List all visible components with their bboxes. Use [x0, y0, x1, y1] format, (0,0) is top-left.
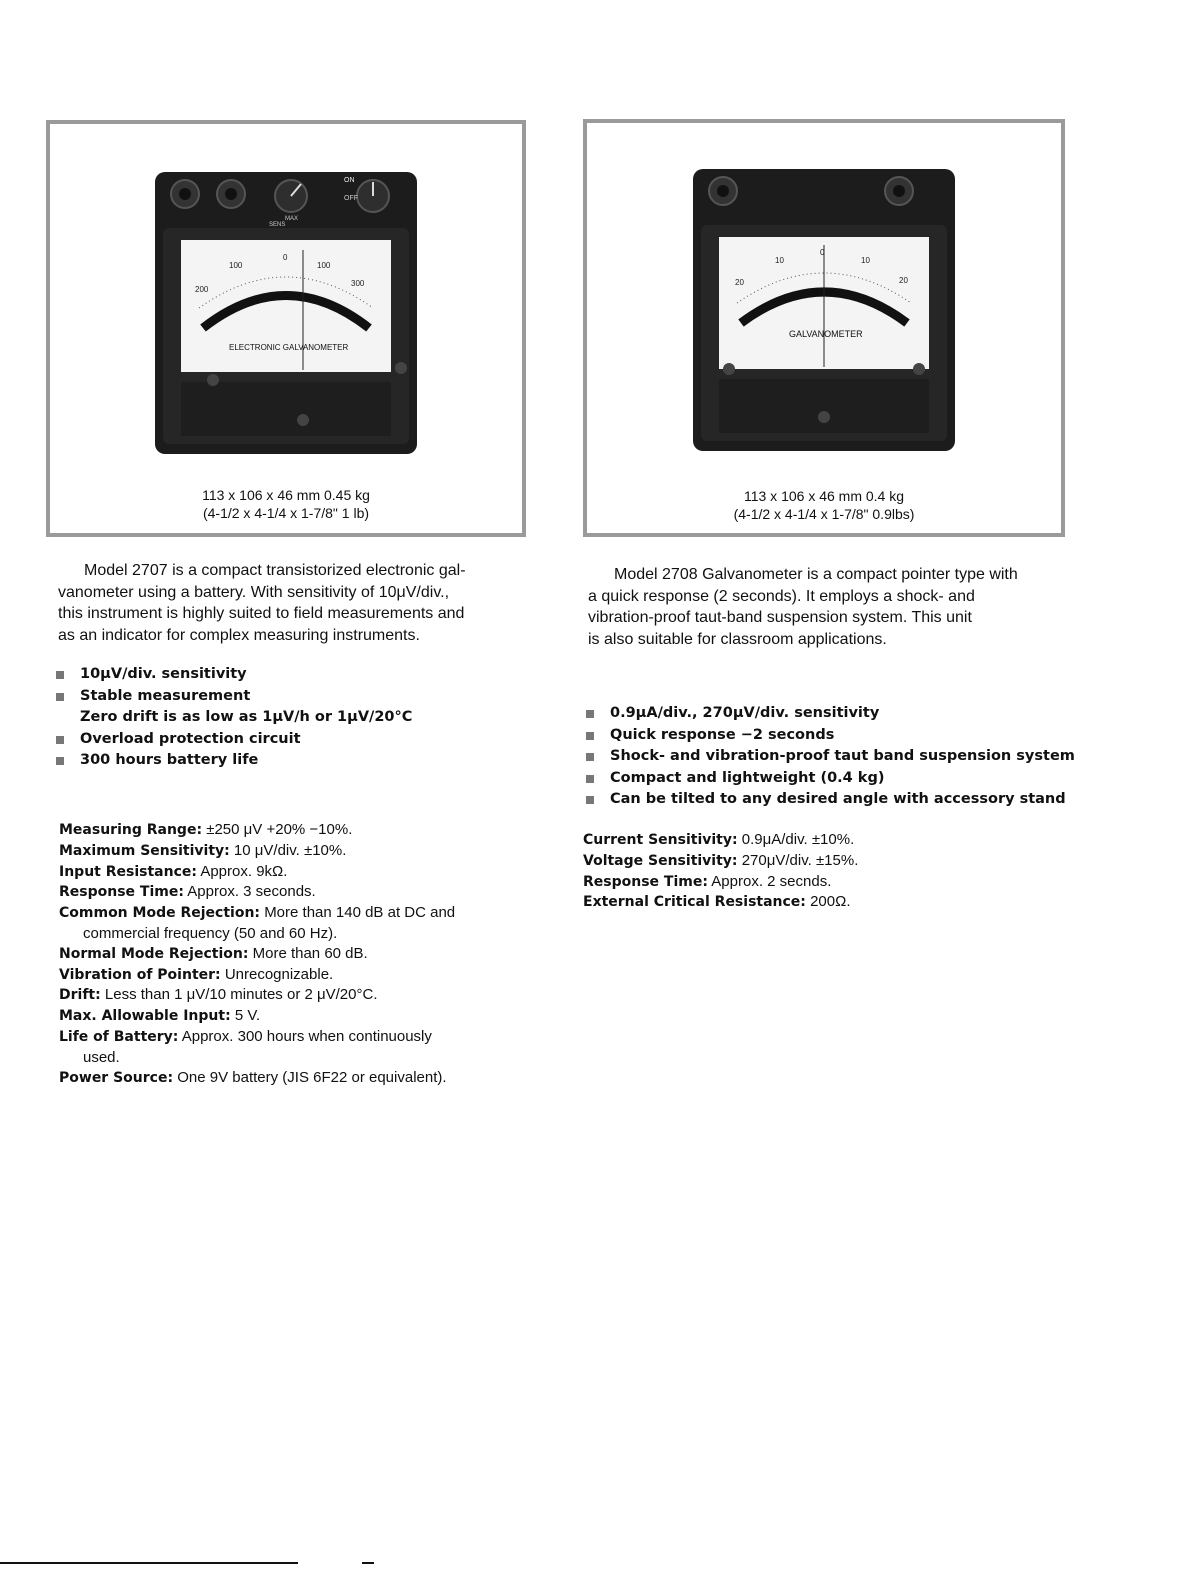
intro-line: a quick response (2 seconds). It employs a shock- and	[588, 587, 975, 605]
bullet-square-icon	[586, 710, 594, 718]
spec-row: Voltage Sensitivity: 270μV/div. ±15%.	[583, 851, 859, 869]
right-intro-paragraph	[588, 564, 1064, 650]
list-item: 10μV/div. sensitivity	[54, 664, 534, 686]
spec-row: Max. Allowable Input: 5 V.	[59, 1007, 261, 1025]
bullet-square-icon	[586, 732, 594, 740]
list-item: Zero drift is as low as 1μV/h or 1μV/20°C	[80, 709, 413, 725]
left-caption	[50, 486, 522, 522]
galvanometer-image	[689, 165, 959, 455]
bottom-divider-mark	[362, 1562, 374, 1564]
left-product-photo-frame	[46, 120, 526, 537]
bullet-square-icon	[56, 736, 64, 744]
on-label: ON	[344, 177, 355, 184]
spec-row: Common Mode Rejection: More than 140 dB at DC and commercial frequency (50 and 60 Hz).	[59, 904, 456, 942]
intro-line: vanometer using a battery. With sensitivity of 10μV/div.,	[58, 583, 450, 601]
scale-label: 0	[283, 253, 288, 262]
bullet-square-icon	[586, 775, 594, 783]
bullet-square-icon	[56, 671, 64, 679]
scale-label: 20	[735, 278, 744, 287]
bullet-square-icon	[56, 693, 64, 701]
right-caption-imperial: (4-1/2 x 4-1/4 x 1-7/8" 0.9lbs)	[733, 506, 915, 522]
right-caption-dimensions: 113 x 106 x 46 mm 0.4 kg	[743, 488, 905, 504]
spec-row: Measuring Range: ±250 μV +20% −10%.	[59, 821, 353, 838]
list-item: Overload protection circuit	[54, 729, 534, 751]
intro-line: this instrument is highly suited to field measurements and	[58, 605, 465, 622]
spec-row: Life of Battery: Approx. 300 hours when continuously used.	[59, 1027, 432, 1066]
list-item: Shock- and vibration-proof taut band suspension system	[584, 746, 1084, 768]
list-item: Stable measurement	[54, 686, 534, 708]
electronic-galvanometer-image	[151, 168, 421, 458]
off-label: OFF	[344, 195, 358, 202]
meter-label: ELECTRONIC GALVANOMETER	[229, 343, 349, 352]
list-item: Quick response −2 seconds	[584, 725, 1084, 747]
bottom-divider	[0, 1562, 298, 1564]
scale-label: 300	[351, 279, 365, 288]
spec-row: Vibration of Pointer: Unrecognizable.	[59, 965, 334, 983]
intro-line: is also suitable for classroom applications.	[588, 630, 887, 648]
right-feature-list	[584, 703, 1084, 811]
intro-line: Model 2708 Galvanometer is a compact pointer type with	[614, 566, 1018, 583]
left-caption-dimensions: 113 x 106 x 46 mm 0.45 kg	[202, 487, 370, 503]
intro-line: vibration-proof taut-band suspension system. This unit	[588, 609, 972, 626]
scale-label: 10	[775, 256, 784, 265]
scale-label: 200	[195, 285, 209, 294]
list-item: Compact and lightweight (0.4 kg)	[584, 768, 1084, 790]
spec-row: Power Source: One 9V battery (JIS 6F22 or equivalent).	[59, 1068, 447, 1086]
scale-label: 10	[861, 256, 870, 265]
scale-label: 20	[899, 276, 908, 285]
bullet-square-icon	[586, 753, 594, 761]
left-intro-paragraph	[58, 560, 532, 646]
left-specifications	[59, 820, 539, 1088]
bullet-square-icon	[586, 796, 594, 804]
scale-label: 100	[229, 261, 243, 270]
max-label: MAX	[285, 216, 299, 222]
spec-row: External Critical Resistance: 200Ω.	[583, 893, 851, 911]
scale-label: 100	[317, 261, 331, 270]
spec-row: Response Time: Approx. 3 seconds.	[59, 883, 316, 901]
intro-line: as an indicator for complex measuring instruments.	[58, 626, 420, 644]
right-product-photo-frame	[583, 119, 1065, 537]
scale-label: 0	[820, 248, 825, 257]
list-item: 300 hours battery life	[54, 750, 534, 772]
right-caption	[587, 487, 1061, 523]
spec-row: Current Sensitivity: 0.9μA/div. ±10%.	[583, 831, 855, 848]
right-specifications	[583, 830, 1083, 913]
meter-label: GALVANOMETER	[789, 329, 863, 339]
left-feature-list	[54, 664, 534, 772]
left-caption-imperial: (4-1/2 x 4-1/4 x 1-7/8" 1 lb)	[202, 505, 370, 521]
spec-row: Drift: Less than 1 μV/10 minutes or 2 μV/20°C.	[59, 986, 378, 1004]
spec-row: Input Resistance: Approx. 9kΩ.	[59, 862, 288, 880]
spec-row: Response Time: Approx. 2 secnds.	[583, 872, 832, 890]
spec-row: Normal Mode Rejection: More than 60 dB.	[59, 944, 368, 962]
list-item: Can be tilted to any desired angle with accessory stand	[584, 789, 1084, 811]
list-item: 0.9μA/div., 270μV/div. sensitivity	[584, 703, 1084, 725]
sens-label: SENS	[269, 222, 286, 228]
intro-line: Model 2707 is a compact transistorized electronic gal-	[84, 562, 466, 579]
spec-row: Maximum Sensitivity: 10 μV/div. ±10%.	[59, 841, 347, 859]
bullet-square-icon	[56, 757, 64, 765]
